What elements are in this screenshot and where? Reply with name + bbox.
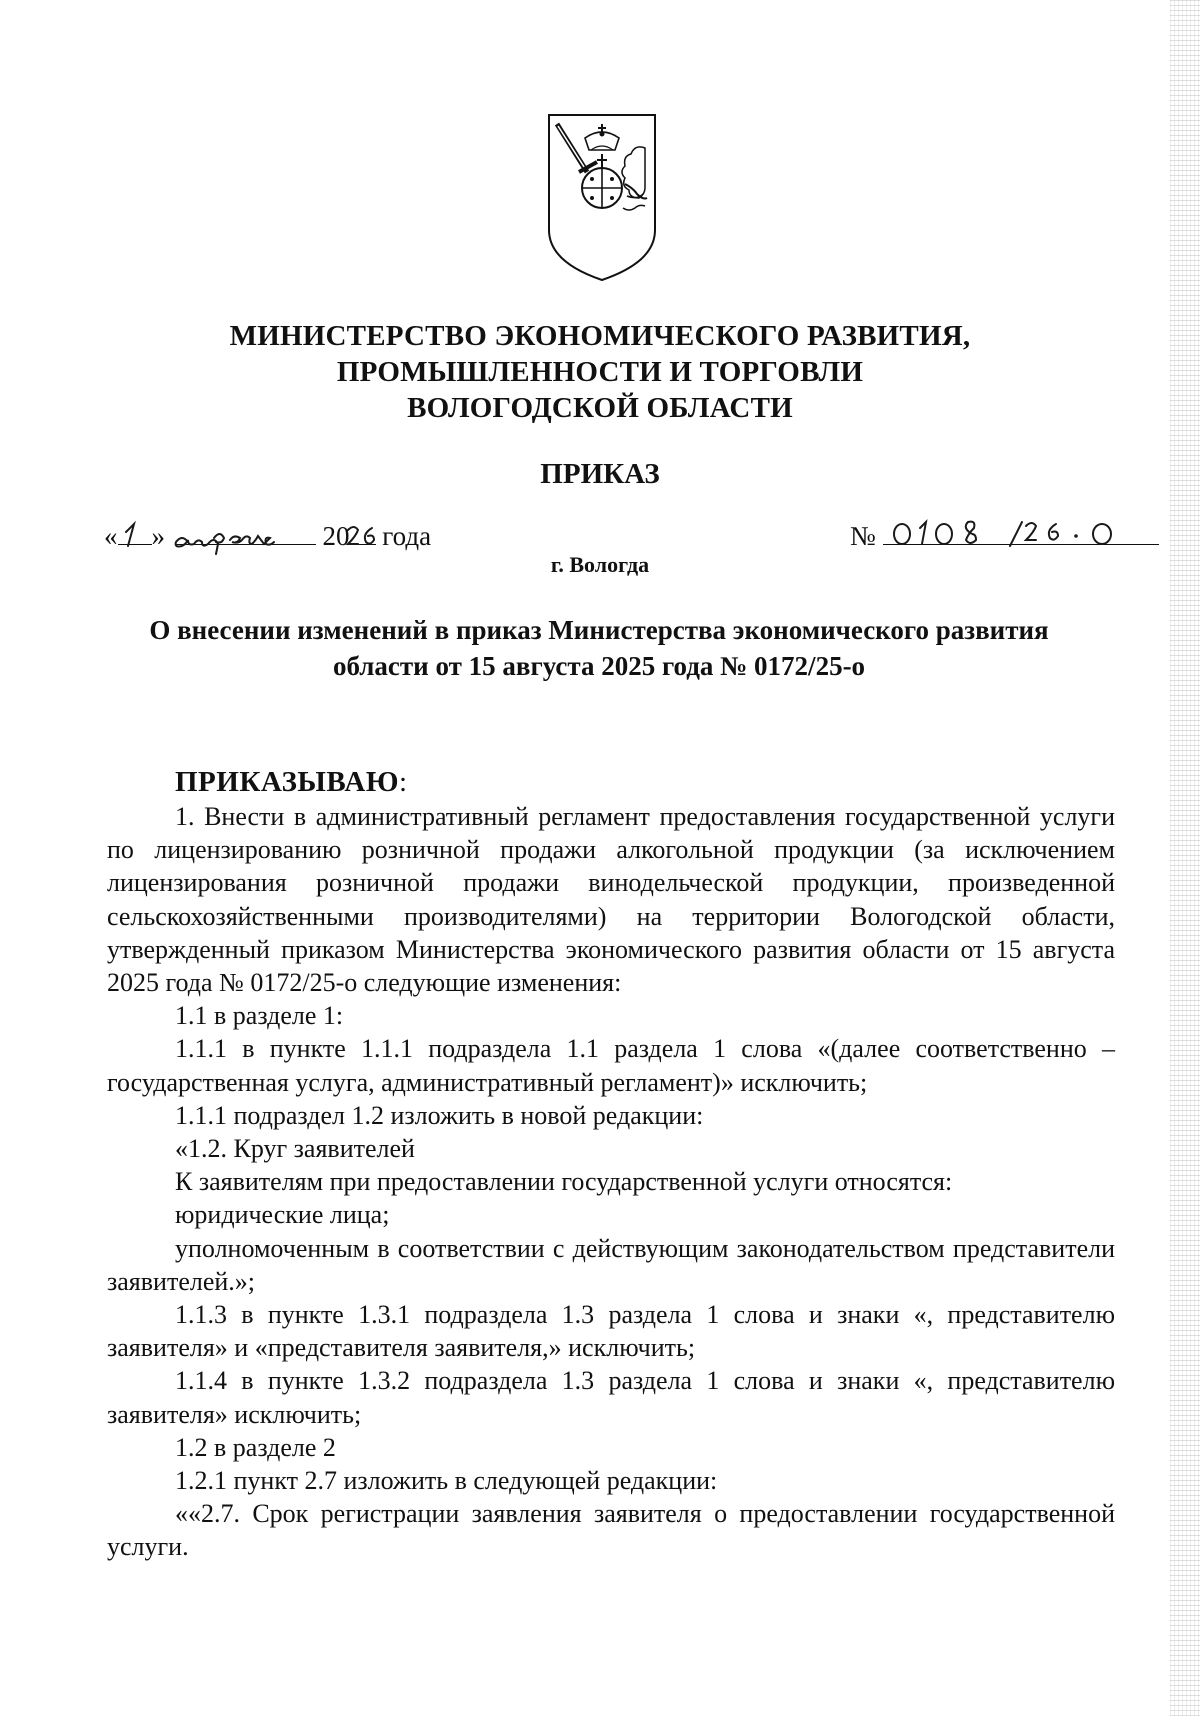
ministry-line-1: МИНИСТЕРСТВО ЭКОНОМИЧЕСКОГО РАЗВИТИЯ, bbox=[229, 320, 971, 352]
order-directive-colon: : bbox=[398, 766, 408, 798]
date-open-quote: « bbox=[104, 521, 118, 551]
ministry-line-2: ПРОМЫШЛЕННОСТИ И ТОРГОВЛИ bbox=[336, 356, 864, 388]
date-year-blank bbox=[350, 520, 376, 545]
body-paragraph: 1.2.1 пункт 2.7 изложить в следующей редакции: bbox=[175, 1466, 718, 1496]
body-paragraph: 1. Внести в административный регламент предоставления государственной услуги по лицензированию розничной продажи алкогольной продукции (за исключением лицензирования розничной продажи винодельческой продукции, произведенной сельскохозяйственными производителями) на территории Вологодской области, утвержденный приказом Министерства экономического развития области от 15 августа 2025 года № 0172/25-о следующие изменения: bbox=[107, 802, 1115, 998]
ministry-name bbox=[180, 318, 1020, 426]
body-paragraph: уполномоченным в соответствии с действующим законодательством представители заявителей.»; bbox=[107, 1233, 1115, 1296]
body-paragraph: 1.1.3 в пункте 1.3.1 подраздела 1.3 раздела 1 слова и знаки «, представителю заявителя» и «представителя заявителя,» исключить; bbox=[107, 1300, 1115, 1363]
ministry-line-3: ВОЛОГОДСКОЙ ОБЛАСТИ bbox=[407, 392, 793, 424]
body-paragraph: К заявителям при предоставлении государственной услуги относятся: bbox=[175, 1167, 953, 1197]
number-blank bbox=[883, 520, 1159, 545]
subject-line-1: О внесении изменений в приказ Министерства экономического развития bbox=[149, 615, 1049, 645]
body-paragraph: 1.1 в разделе 1: bbox=[175, 1001, 344, 1031]
date-month-blank bbox=[176, 520, 316, 545]
date-year-word: года bbox=[382, 521, 432, 551]
document-type: ПРИКАЗ bbox=[540, 458, 660, 490]
body-paragraph: 1.1.1 в пункте 1.1.1 подраздела 1.1 раздела 1 слова «(далее соответственно – государственная услуга, административный регламент)» исключить; bbox=[107, 1034, 1115, 1097]
body-paragraph: 1.1.4 в пункте 1.3.2 подраздела 1.3 раздела 1 слова и знаки «, представителю заявителя» исключить; bbox=[107, 1366, 1115, 1429]
coat-of-arms-emblem bbox=[547, 112, 657, 284]
subject-line-2: области от 15 августа 2025 года № 0172/25-о bbox=[332, 651, 866, 681]
body-paragraph: 1.2 в разделе 2 bbox=[175, 1432, 336, 1462]
order-directive bbox=[175, 766, 408, 799]
city-name: г. Вологда bbox=[550, 552, 650, 577]
order-directive-word: ПРИКАЗЫВАЮ bbox=[175, 766, 399, 798]
order-number-line bbox=[850, 520, 1159, 552]
date-close-quote: » bbox=[151, 521, 165, 551]
date-line bbox=[104, 520, 431, 552]
date-year-prefix: 20 bbox=[322, 521, 350, 551]
scan-edge-noise bbox=[1170, 0, 1200, 1716]
body-paragraph: «1.2. Круг заявителей bbox=[175, 1134, 415, 1164]
order-subject bbox=[104, 612, 1094, 684]
number-label: № bbox=[850, 521, 876, 551]
body-paragraph: юридические лица; bbox=[175, 1200, 390, 1230]
date-day-blank bbox=[118, 520, 152, 545]
order-body bbox=[107, 800, 1115, 1564]
body-paragraph: ««2.7. Срок регистрации заявления заявителя о предоставлении государственной услуги. bbox=[107, 1499, 1115, 1562]
body-paragraph: 1.1.1 подраздел 1.2 изложить в новой редакции: bbox=[175, 1100, 704, 1130]
